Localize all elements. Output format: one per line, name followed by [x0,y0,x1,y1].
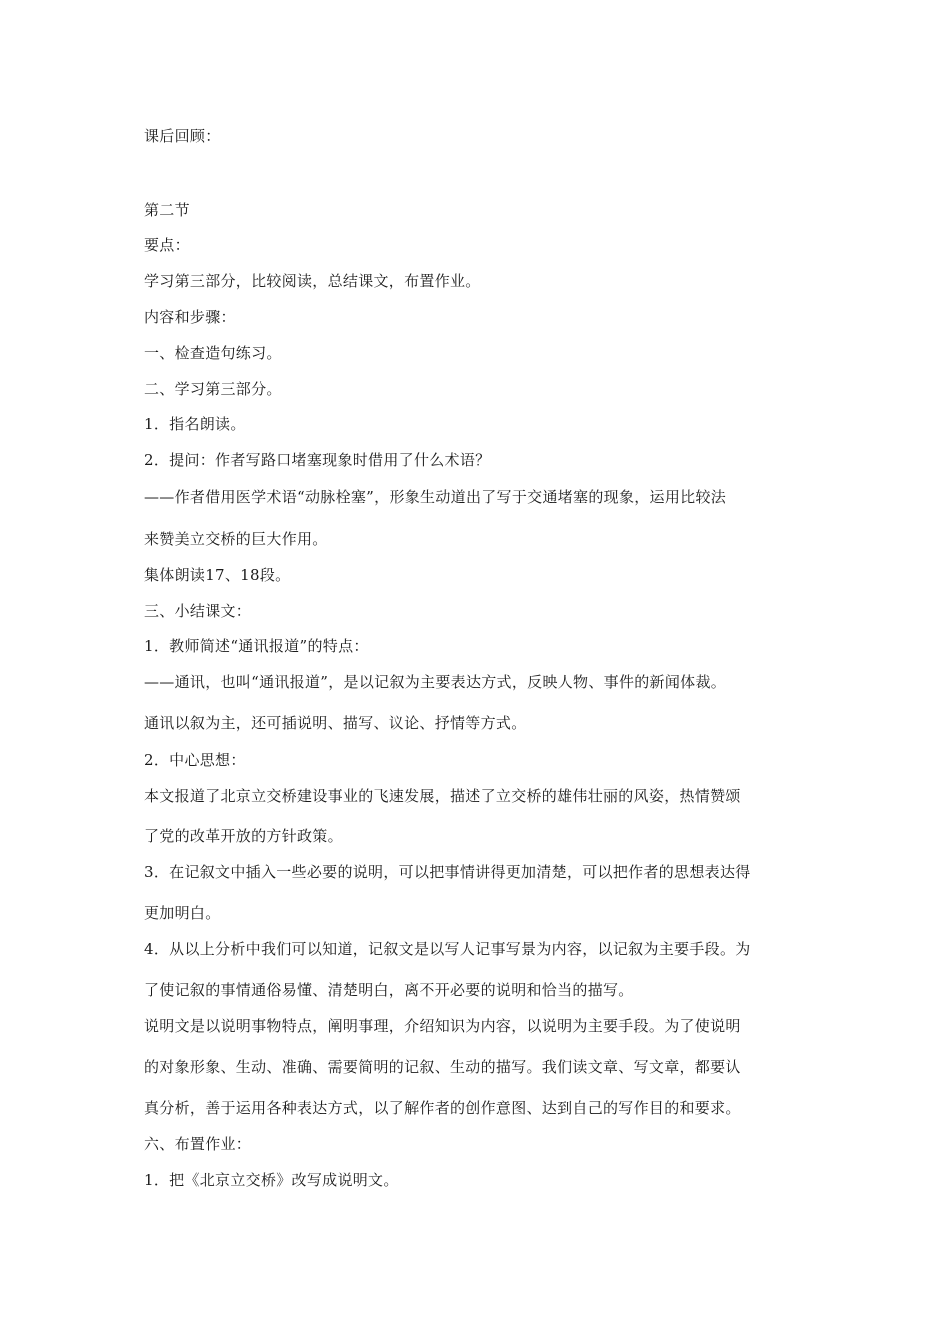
central-idea-line-1: 本文报道了北京立交桥建设事业的飞速发展，描述了立交桥的雄伟壮丽的风姿，热情赞颂 [144,787,741,805]
definition-line-2: 通讯以叙为主，还可插说明、描写、议论、抒情等方式。 [144,714,527,732]
key-points-label: 要点： [144,236,190,254]
definition-line-1: ——通讯，也叫“通讯报道”，是以记叙为主要表达方式，反映人物、事件的新闻体裁。 [144,673,727,691]
expository-line-1: 说明文是以说明事物特点，阐明事理，介绍知识为内容，以说明为主要手段。为了使说明 [144,1017,741,1035]
step-three: 三、小结课文： [144,602,252,620]
step-three-item-1: 1．教师简述“通讯报道”的特点： [144,637,369,655]
item-4-line-2: 了使记叙的事情通俗易懂、清楚明白，离不开必要的说明和恰当的描写。 [144,981,634,999]
answer-line-2: 来赞美立交桥的巨大作用。 [144,530,328,548]
section-two-heading: 第二节 [144,201,190,219]
item-3-line-1: 3．在记叙文中插入一些必要的说明，可以把事情讲得更加清楚，可以把作者的思想表达得 [144,863,751,881]
homework-item-1: 1．把《北京立交桥》改写成说明文。 [144,1171,399,1189]
key-points-text: 学习第三部分，比较阅读，总结课文，布置作业。 [144,272,481,290]
item-3-line-2: 更加明白。 [144,904,221,922]
expository-line-3: 真分析，善于运用各种表达方式，以了解作者的创作意图、达到自己的写作目的和要求。 [144,1099,741,1117]
answer-line-1: ——作者借用医学术语“动脉栓塞”，形象生动道出了写于交通堵塞的现象，运用比较法 [144,488,727,506]
content-steps-label: 内容和步骤： [144,308,236,326]
step-three-item-2: 2．中心思想： [144,751,246,769]
step-six: 六、布置作业： [144,1135,252,1153]
step-two: 二、学习第三部分。 [144,380,282,398]
item-4-line-1: 4．从以上分析中我们可以知道，记叙文是以写人记事写景为内容，以记叙为主要手段。为 [144,940,751,958]
expository-line-2: 的对象形象、生动、准确、需要简明的记叙、生动的描写。我们读文章、写文章，都要认 [144,1058,741,1076]
step-one: 一、检查造句练习。 [144,344,282,362]
step-two-item-1: 1．指名朗读。 [144,415,246,433]
group-reading: 集体朗读17、18段。 [144,566,291,584]
after-class-review-heading: 课后回顾： [144,127,221,145]
step-two-item-2: 2．提问：作者写路口堵塞现象时借用了什么术语？ [144,451,491,469]
central-idea-line-2: 了党的改革开放的方针政策。 [144,827,343,845]
